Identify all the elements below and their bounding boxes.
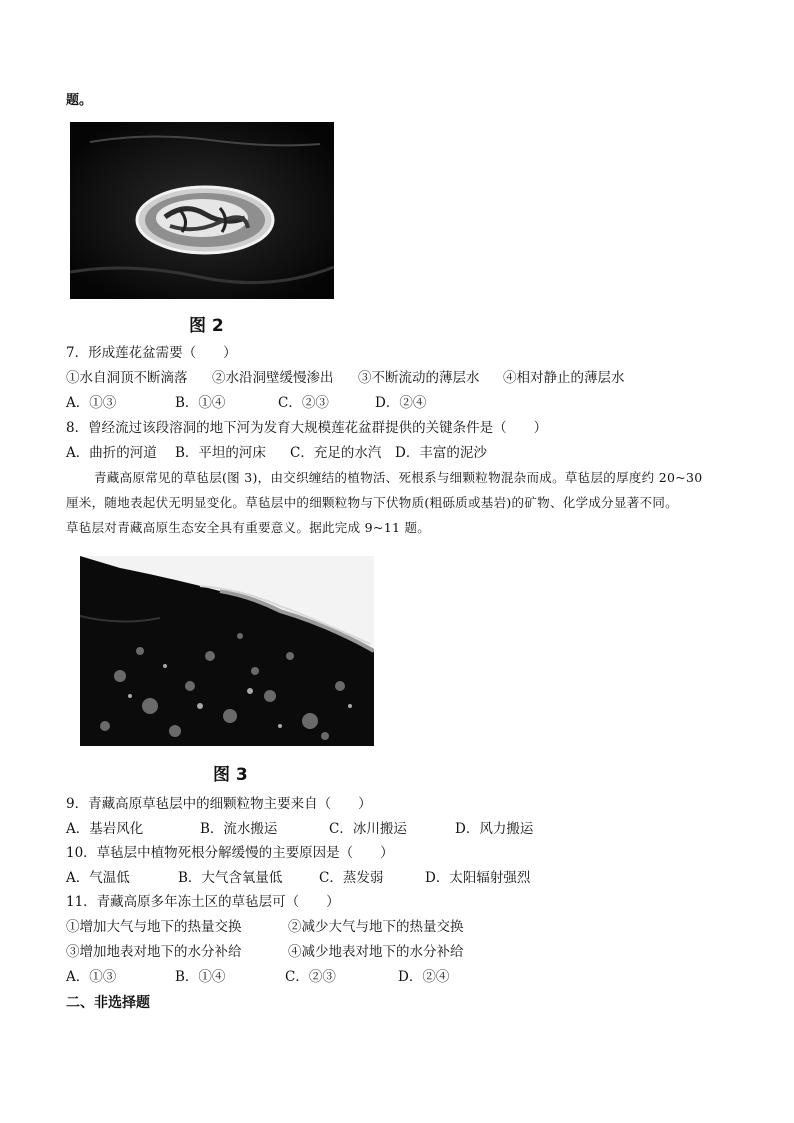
q8-option-d[interactable]: D．丰富的泥沙 [395, 445, 487, 461]
figure-2-photo [70, 122, 334, 299]
intro-tail: 题。 [66, 93, 93, 108]
q7-option-c[interactable]: C．②③ [278, 395, 329, 411]
q7-item-1: ①水自洞顶不断滴落 [66, 370, 188, 386]
q8-option-b[interactable]: B．平坦的河床 [175, 445, 266, 461]
q10-option-c[interactable]: C．蒸发弱 [319, 870, 384, 886]
question-10-stem: 10．草毡层中植物死根分解缓慢的主要原因是（ ） [66, 845, 394, 861]
q11-option-c[interactable]: C．②③ [285, 969, 336, 985]
q7-item-2: ②水沿洞壁缓慢渗出 [212, 370, 334, 386]
question-9-stem: 9．青藏高原草毡层中的细颗粒物主要来自（ ） [66, 796, 372, 812]
q7-option-a[interactable]: A．①③ [66, 395, 117, 411]
q11-option-a[interactable]: A．①③ [66, 969, 117, 985]
q11-item-2: ②减少大气与地下的热量交换 [288, 919, 464, 935]
q9-option-d[interactable]: D．风力搬运 [455, 821, 534, 837]
figure-2-caption: 图 2 [189, 316, 224, 336]
section-2-heading: 二、非选择题 [66, 995, 150, 1011]
lotus-basin-image [70, 122, 334, 299]
q10-option-b[interactable]: B．大气含氧量低 [178, 870, 283, 886]
q8-option-c[interactable]: C．充足的水汽 [290, 445, 382, 461]
passage-line-3: 草毡层对青藏高原生态安全具有重要意义。据此完成 9~11 题。 [66, 520, 431, 535]
question-8-stem: 8．曾经流过该段溶洞的地下河为发育大规模莲花盆群提供的关键条件是（ ） [66, 420, 548, 436]
figure-3-caption: 图 3 [213, 765, 248, 785]
q7-option-d[interactable]: D．②④ [375, 395, 427, 411]
passage-line-1: 青藏高原常见的草毡层(图 3)，由交织缠结的植物活、死根系与细颗粒物混杂而成。草毡层的厚度约 20~30 [94, 470, 703, 485]
q11-option-d[interactable]: D．②④ [398, 969, 450, 985]
q7-item-3: ③不断流动的薄层水 [358, 370, 480, 386]
q7-item-4: ④相对静止的薄层水 [503, 370, 625, 386]
question-7-stem: 7．形成莲花盆需要（ ） [66, 345, 237, 361]
q9-option-c[interactable]: C．冰川搬运 [329, 821, 407, 837]
figure-3-photo [80, 556, 374, 746]
q10-option-d[interactable]: D．太阳辐射强烈 [425, 870, 531, 886]
q9-option-b[interactable]: B．流水搬运 [200, 821, 278, 837]
q10-option-a[interactable]: A．气温低 [66, 870, 130, 886]
passage-line-2: 厘米，随地表起伏无明显变化。草毡层中的细颗粒物与下伏物质(粗砾质或基岩)的矿物、化学成分显著不同。 [66, 495, 678, 510]
q7-option-b[interactable]: B．①④ [175, 395, 226, 411]
question-11-stem: 11．青藏高原多年冻土区的草毡层可（ ） [66, 894, 340, 910]
q11-option-b[interactable]: B．①④ [175, 969, 226, 985]
q9-option-a[interactable]: A．基岩风化 [66, 821, 144, 837]
q11-item-4: ④减少地表对地下的水分补给 [288, 944, 464, 960]
q8-option-a[interactable]: A．曲折的河道 [66, 445, 157, 461]
q11-item-1: ①增加大气与地下的热量交换 [66, 919, 242, 935]
q11-item-3: ③增加地表对地下的水分补给 [66, 944, 242, 960]
turf-layer-image [80, 556, 374, 746]
